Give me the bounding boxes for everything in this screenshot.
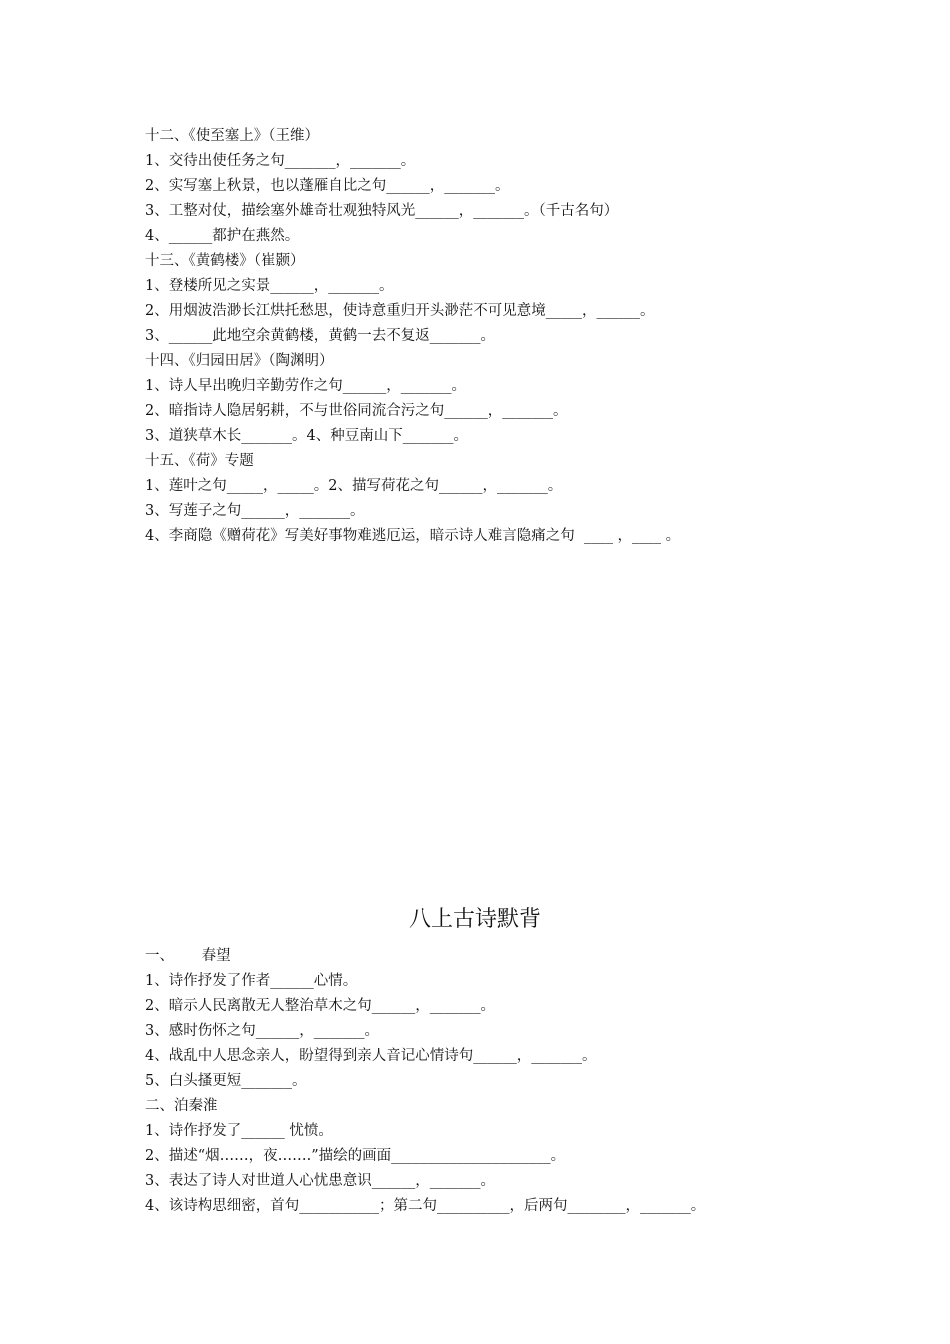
question-line: 1、诗人早出晚归辛勤劳作之句______，_______。 xyxy=(145,378,466,394)
question-line: 1、登楼所见之实景______，_______。 xyxy=(145,278,394,294)
question-line: 1、诗作抒发了______ 忧愤。 xyxy=(145,1123,333,1139)
question-line: 2、用烟波浩渺长江烘托愁思，使诗意重归开头渺茫不可见意境_____，______。 xyxy=(145,303,655,319)
question-line: 3、表达了诗人对世道人心忧患意识______，_______。 xyxy=(145,1173,495,1189)
page-title: 八上古诗默背 xyxy=(408,907,541,932)
question-line: 2、暗示人民离散无人整治草木之句______，_______。 xyxy=(145,998,495,1014)
question-line: 1、诗作抒发了作者______心情。 xyxy=(145,973,358,989)
question-line: 4、______都护在燕然。 xyxy=(145,228,300,244)
question-line: 3、写莲子之句______，_______。 xyxy=(145,503,365,519)
question-line: 4、战乱中人思念亲人，盼望得到亲人音记心情诗句______，_______。 xyxy=(145,1048,597,1064)
question-line: 2、描述“烟……，夜…….”描绘的画面______________________。 xyxy=(145,1148,566,1164)
question-line: 3、工整对仗，描绘塞外雄奇壮观独特风光______，_______。（千古名句） xyxy=(145,203,619,219)
heading-15: 十五、《荷》专题 xyxy=(145,453,254,469)
heading-13: 十三、《黄鹤楼》（崔颢） xyxy=(145,253,305,269)
question-line: 3、道狭草木长_______。4、种豆南山下_______。 xyxy=(145,428,468,444)
question-line: 5、白头搔更短_______。 xyxy=(145,1073,307,1089)
question-line: 1、莲叶之句_____，_____。2、描写荷花之句______，_______。 xyxy=(145,478,563,494)
section-part1 xyxy=(145,124,845,549)
heading-boqinhuai: 二、泊秦淮 xyxy=(145,1098,218,1114)
heading-12: 十二、《使至塞上》（王维） xyxy=(145,128,319,144)
question-line: 2、暗指诗人隐居躬耕，不与世俗同流合污之句______，_______。 xyxy=(145,403,568,419)
question-line: 1、交待出使任务之句_______，_______。 xyxy=(145,153,416,169)
question-line: 3、______此地空余黄鹤楼，黄鹤一去不复返_______。 xyxy=(145,328,495,344)
heading-chunwang: 一、 春望 xyxy=(145,948,231,964)
question-line: 2、实写塞上秋景，也以蓬雁自比之句______，_______。 xyxy=(145,178,510,194)
question-line: 3、感时伤怀之句______，_______。 xyxy=(145,1023,379,1039)
question-line: 4、李商隐《赠荷花》写美好事物难逃厄运，暗示诗人难言隐痛之句 ____ ，____ 。 xyxy=(145,528,681,544)
question-line: 4、该诗构思细密，首句___________；第二句__________，后两句________，_______。 xyxy=(145,1198,706,1214)
heading-14: 十四、《归园田居》（陶渊明） xyxy=(145,353,334,369)
section-part2 xyxy=(145,944,845,1219)
